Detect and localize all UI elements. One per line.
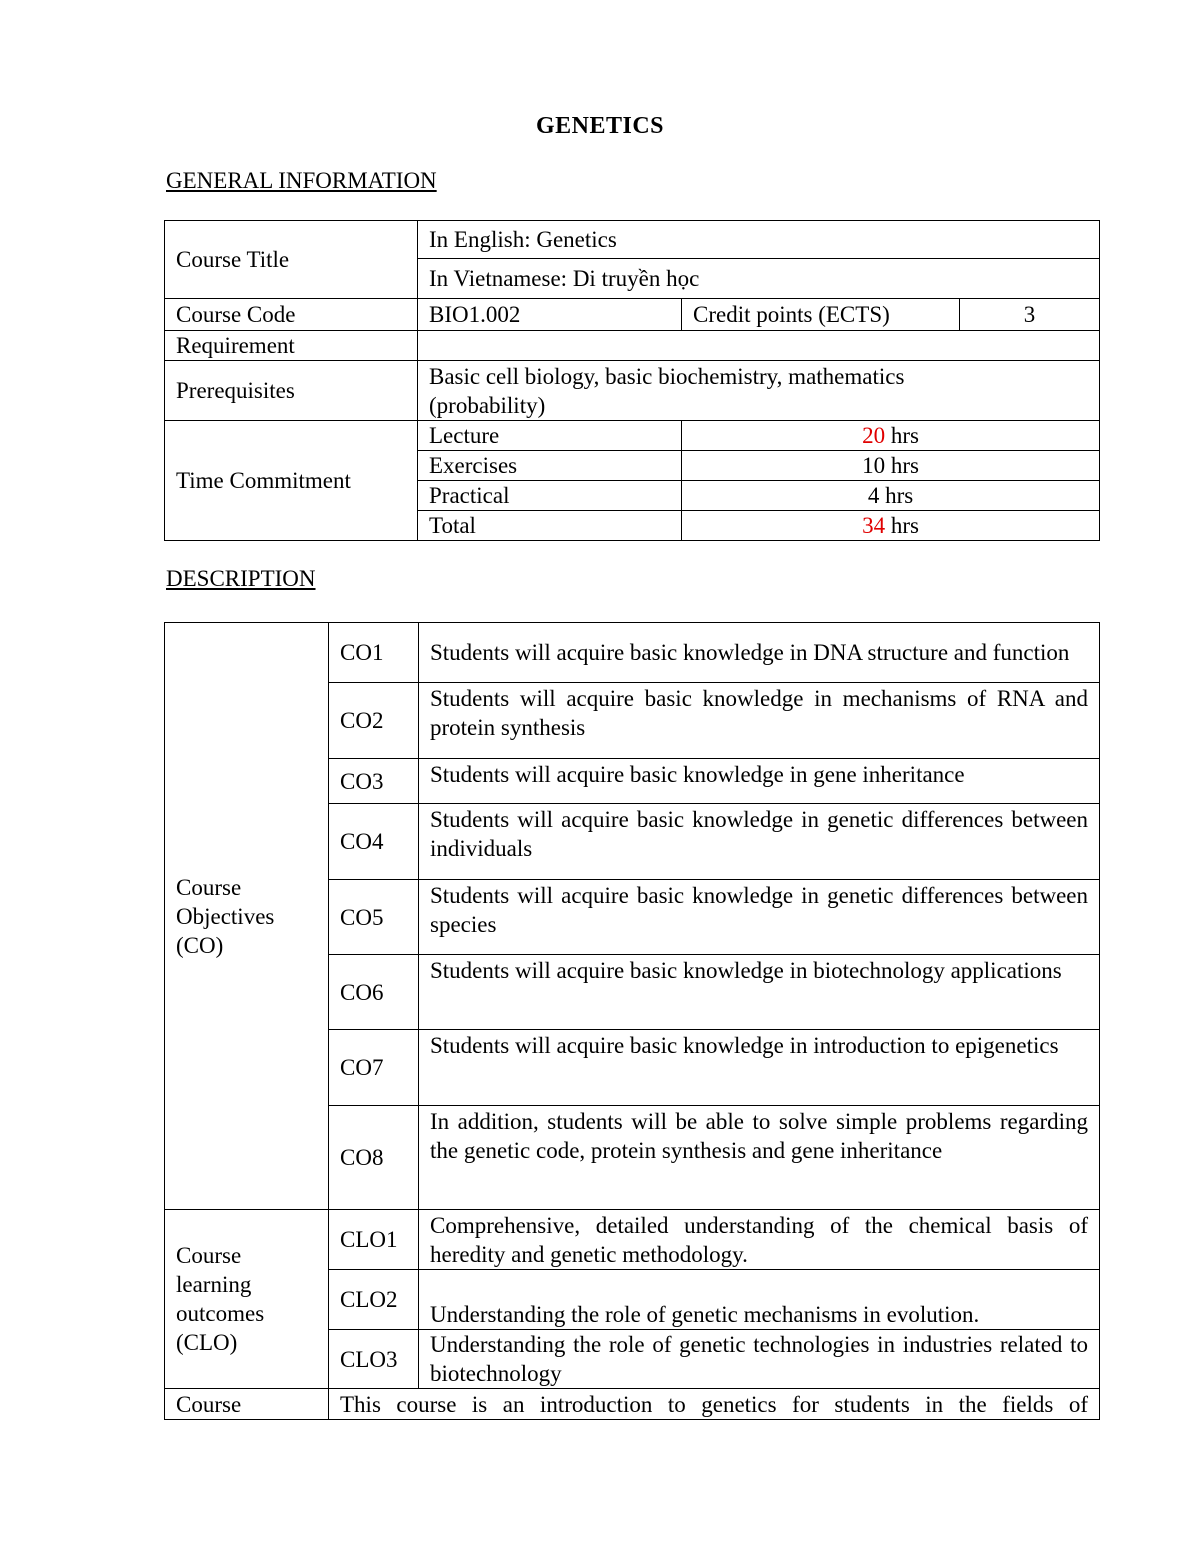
description-table (164, 622, 1100, 1420)
course-title-vietnamese: In Vietnamese: Di truyền học (418, 259, 1100, 299)
objective-code: CO8 (329, 1106, 419, 1210)
time-row-label: Practical (418, 481, 682, 511)
time-row-value (682, 421, 1100, 451)
time-commitment-label: Time Commitment (165, 421, 418, 541)
time-row-value (682, 511, 1100, 541)
course-code-value: BIO1.002 (418, 299, 682, 331)
objective-code: CO3 (329, 759, 419, 804)
objective-code: CO5 (329, 880, 419, 955)
outcome-text: Comprehensive, detailed understanding of the chemical basis of heredity and genetic methodology. (419, 1210, 1100, 1270)
objective-text: Students will acquire basic knowledge in DNA structure and function (419, 623, 1100, 683)
objective-code: CO6 (329, 955, 419, 1030)
general-information-table (164, 220, 1100, 541)
outcome-code: CLO1 (329, 1210, 419, 1270)
objective-code: CO1 (329, 623, 419, 683)
time-row-unit: hrs (879, 483, 914, 508)
time-row-value (682, 451, 1100, 481)
course-title-english: In English: Genetics (418, 221, 1100, 259)
outcome-text: Understanding the role of genetic technologies in industries related to biotechnology (419, 1330, 1100, 1389)
time-row-label: Total (418, 511, 682, 541)
objective-code: CO2 (329, 683, 419, 759)
course-objectives-label: Course Objectives (CO) (165, 623, 329, 1210)
outcome-code: CLO3 (329, 1330, 419, 1389)
objective-text: Students will acquire basic knowledge in genetic differences between individuals (419, 804, 1100, 880)
objective-text: In addition, students will be able to solve simple problems regarding the genetic code, protein synthesis and gene inheritance (419, 1106, 1100, 1210)
outcome-code: CLO2 (329, 1270, 419, 1330)
time-row-unit: hrs (885, 423, 919, 448)
prerequisites-value: Basic cell biology, basic biochemistry, mathematics (probability) (418, 361, 1100, 421)
credit-points-value: 3 (960, 299, 1100, 331)
requirement-label: Requirement (165, 331, 418, 361)
time-row-unit: hrs (885, 453, 919, 478)
general-information-heading: GENERAL INFORMATION (166, 168, 437, 193)
time-row-number: 34 (862, 513, 886, 538)
requirement-value (418, 331, 1100, 361)
course-learning-outcomes-label: Course learning outcomes (CLO) (165, 1210, 329, 1389)
time-row-number: 10 (862, 453, 886, 478)
description-heading: DESCRIPTION (166, 566, 316, 591)
time-row-value (682, 481, 1100, 511)
time-row-label: Lecture (418, 421, 682, 451)
course-code-label: Course Code (165, 299, 418, 331)
objective-code: CO4 (329, 804, 419, 880)
objective-code: CO7 (329, 1030, 419, 1106)
objective-text: Students will acquire basic knowledge in genetic differences between species (419, 880, 1100, 955)
course-summary-text: This course is an introduction to genetics for students in the fields of (329, 1389, 1100, 1420)
credit-points-label: Credit points (ECTS) (682, 299, 960, 331)
time-row-label: Exercises (418, 451, 682, 481)
objective-text: Students will acquire basic knowledge in mechanisms of RNA and protein synthesis (419, 683, 1100, 759)
time-row-unit: hrs (885, 513, 919, 538)
document-title: GENETICS (535, 113, 665, 139)
course-summary-label: Course (165, 1389, 329, 1420)
course-title-label: Course Title (165, 221, 418, 299)
objective-text: Students will acquire basic knowledge in introduction to epigenetics (419, 1030, 1100, 1106)
time-row-number: 4 (867, 483, 880, 508)
prerequisites-label: Prerequisites (165, 361, 418, 421)
time-row-number: 20 (862, 423, 886, 448)
objective-text: Students will acquire basic knowledge in biotechnology applications (419, 955, 1100, 1030)
objective-text: Students will acquire basic knowledge in gene inheritance (419, 759, 1100, 804)
outcome-text: Understanding the role of genetic mechanisms in evolution. (419, 1270, 1100, 1330)
